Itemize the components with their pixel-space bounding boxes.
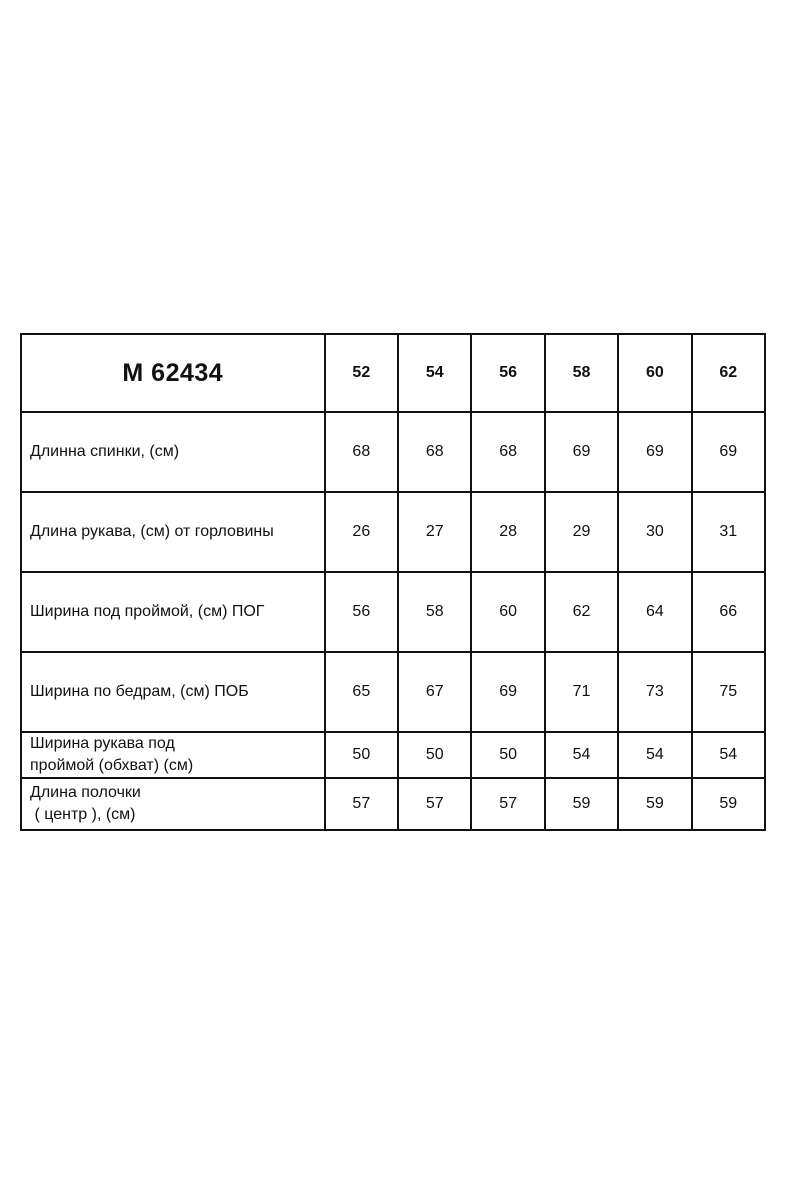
measurement-value: 56 [325, 572, 398, 652]
measurement-value: 68 [398, 412, 471, 492]
measurement-value: 69 [545, 412, 618, 492]
measurement-value: 75 [692, 652, 765, 732]
size-header: 58 [545, 334, 618, 412]
table-row [21, 732, 765, 778]
table-row [21, 572, 765, 652]
measurement-value: 31 [692, 492, 765, 572]
measurement-value: 50 [398, 732, 471, 778]
measurement-value: 59 [692, 778, 765, 830]
measurement-value: 71 [545, 652, 618, 732]
measurement-label: Длинна спинки, (см) [21, 412, 325, 492]
measurement-value: 29 [545, 492, 618, 572]
measurement-value: 26 [325, 492, 398, 572]
table-row [21, 412, 765, 492]
measurement-value: 68 [325, 412, 398, 492]
size-header: 56 [471, 334, 544, 412]
measurement-value: 67 [398, 652, 471, 732]
measurement-value: 27 [398, 492, 471, 572]
measurement-value: 65 [325, 652, 398, 732]
measurement-value: 50 [471, 732, 544, 778]
measurement-value: 59 [618, 778, 691, 830]
measurement-value: 60 [471, 572, 544, 652]
measurement-value: 66 [692, 572, 765, 652]
size-header: 60 [618, 334, 691, 412]
measurement-value: 59 [545, 778, 618, 830]
measurement-value: 54 [545, 732, 618, 778]
size-header: 62 [692, 334, 765, 412]
model-number: М 62434 [21, 334, 325, 412]
measurement-value: 57 [471, 778, 544, 830]
measurement-value: 69 [618, 412, 691, 492]
measurement-value: 68 [471, 412, 544, 492]
measurement-label: Ширина по бедрам, (см) ПОБ [21, 652, 325, 732]
measurement-value: 54 [618, 732, 691, 778]
size-header: 54 [398, 334, 471, 412]
table-row [21, 492, 765, 572]
size-header: 52 [325, 334, 398, 412]
measurement-value: 54 [692, 732, 765, 778]
table-header-row [21, 334, 765, 412]
measurement-value: 62 [545, 572, 618, 652]
measurement-value: 58 [398, 572, 471, 652]
measurement-label: Длина рукава, (см) от горловины [21, 492, 325, 572]
measurement-value: 64 [618, 572, 691, 652]
measurement-value: 73 [618, 652, 691, 732]
measurement-label: Ширина под проймой, (см) ПОГ [21, 572, 325, 652]
measurement-label: Длина полочки ( центр ), (см) [21, 778, 325, 830]
measurement-value: 69 [692, 412, 765, 492]
measurement-value: 57 [398, 778, 471, 830]
size-chart-table [20, 333, 766, 831]
measurement-value: 30 [618, 492, 691, 572]
measurement-value: 69 [471, 652, 544, 732]
measurement-label: Ширина рукава под проймой (обхват) (см) [21, 732, 325, 778]
measurement-value: 50 [325, 732, 398, 778]
table-row [21, 652, 765, 732]
table-row [21, 778, 765, 830]
measurement-value: 57 [325, 778, 398, 830]
measurement-value: 28 [471, 492, 544, 572]
